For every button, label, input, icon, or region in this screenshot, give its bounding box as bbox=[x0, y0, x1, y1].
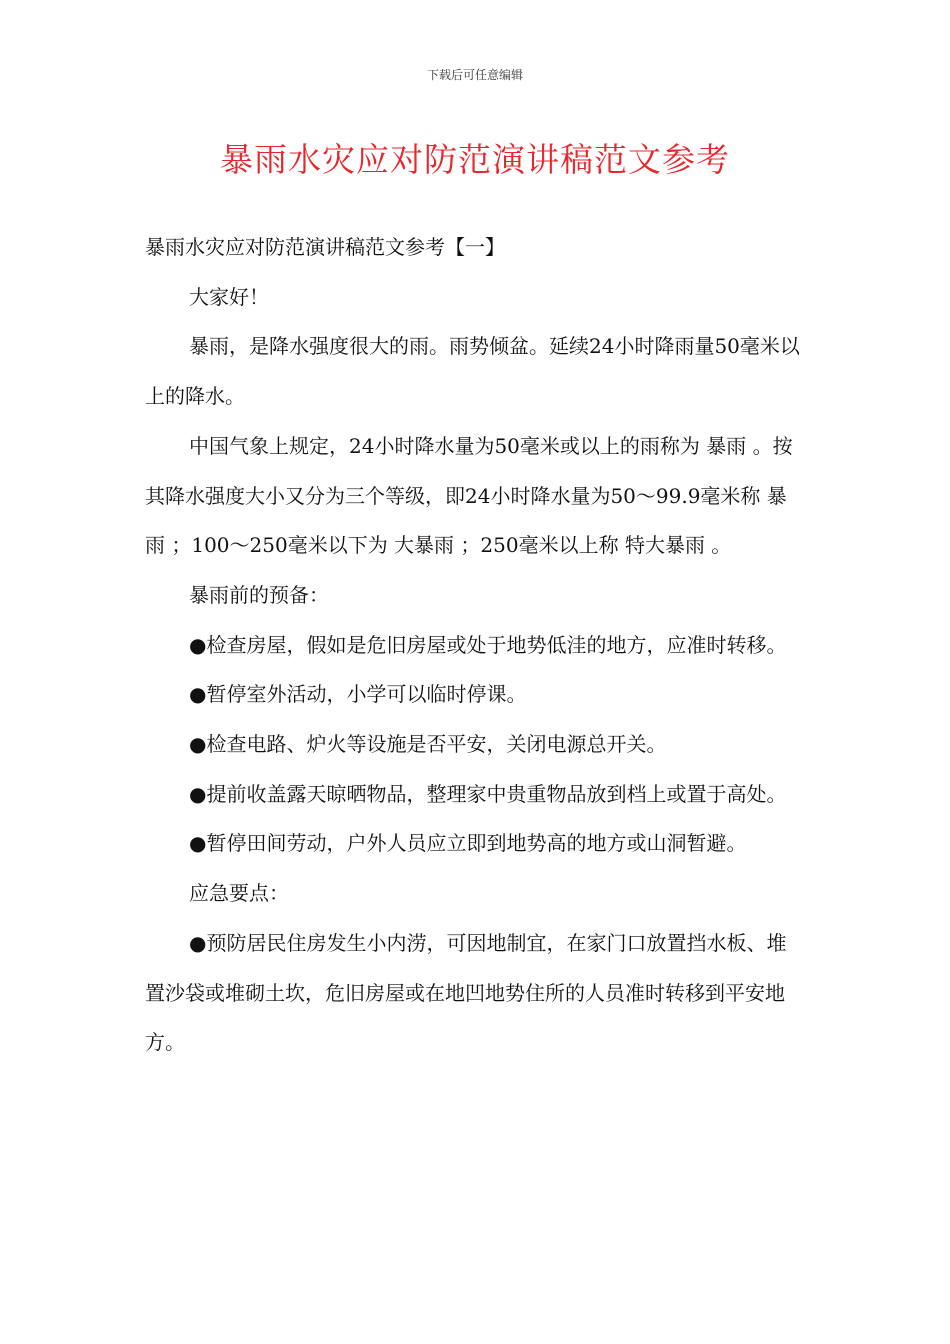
header-note: 下载后可任意编辑 bbox=[426, 68, 523, 82]
section-heading: 暴雨水灾应对防范演讲稿范文参考【一】 bbox=[145, 235, 505, 259]
paragraph-emergency-heading: 应急要点： bbox=[189, 881, 289, 906]
paragraph-definition: 暴雨，是降水强度很大的雨。雨势倾盆。延续24小时降雨量50毫米以上的降水。 bbox=[145, 334, 800, 409]
paragraph-greeting: 大家好！ bbox=[189, 284, 269, 309]
list-item: ●暂停室外活动，小学可以临时停课。 bbox=[189, 682, 527, 707]
list-item: ●预防居民住房发生小内涝，可因地制宜，在家门口放置挡水板、堆置沙袋或堆砌土坎，危旧房屋或在地凹地势住所的人员准时转移到平安地方。 bbox=[145, 930, 787, 1055]
list-item: ●检查房屋，假如是危旧房屋或处于地势低洼的地方，应准时转移。 bbox=[189, 632, 787, 657]
document-body bbox=[145, 223, 805, 1068]
paragraph-preparation-heading: 暴雨前的预备： bbox=[189, 582, 329, 607]
list-item: ●检查电路、炉火等设施是否平安，关闭电源总开关。 bbox=[189, 732, 667, 757]
list-item: ●暂停田间劳动，户外人员应立即到地势高的地方或山洞暂避。 bbox=[189, 831, 747, 856]
document-title: 暴雨水灾应对防范演讲稿范文参考 bbox=[220, 140, 730, 179]
list-item: ●提前收盖露天晾晒物品，整理家中贵重物品放到档上或置于高处。 bbox=[189, 781, 787, 806]
paragraph-standard: 中国气象上规定，24小时降水量为50毫米或以上的雨称为 暴雨 。按其降水强度大小又分为三个等级，即24小时降水量为50～99.9毫米称 暴雨 ；100～250毫米以下为 大暴雨 ；250毫米以上称 特大暴雨 。 bbox=[145, 433, 793, 558]
